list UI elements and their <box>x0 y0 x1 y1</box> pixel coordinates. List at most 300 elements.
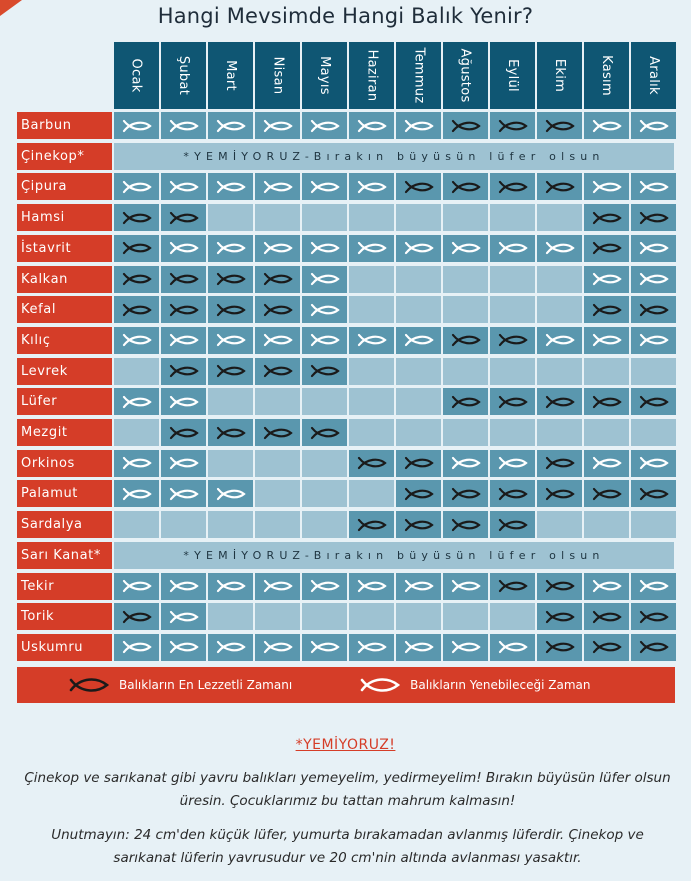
dark-fish-icon <box>592 395 622 409</box>
season-cell <box>349 573 394 600</box>
dark-fish-icon <box>404 180 434 194</box>
season-cell <box>537 173 582 200</box>
white-fish-icon <box>404 640 434 654</box>
white-fish-icon <box>451 579 481 593</box>
white-fish-icon <box>357 640 387 654</box>
season-cell <box>396 603 441 630</box>
season-cell <box>584 634 629 661</box>
season-cell <box>584 296 629 323</box>
white-fish-icon <box>592 272 622 286</box>
season-cell <box>443 358 488 385</box>
dark-fish-icon <box>639 487 669 501</box>
month-label: Mart <box>222 60 238 91</box>
season-cell <box>161 634 206 661</box>
season-cell <box>302 204 347 231</box>
season-cell <box>208 266 253 293</box>
season-cell <box>349 480 394 507</box>
season-cell <box>631 573 676 600</box>
dark-fish-icon <box>639 303 669 317</box>
month-header <box>349 42 394 109</box>
season-cell <box>208 112 253 139</box>
white-fish-icon <box>310 241 340 255</box>
season-cell <box>349 327 394 354</box>
season-cell <box>161 112 206 139</box>
white-fish-icon <box>216 180 246 194</box>
season-cell <box>208 480 253 507</box>
dark-fish-icon <box>498 579 528 593</box>
season-cell <box>537 603 582 630</box>
season-cell <box>443 603 488 630</box>
season-cell <box>208 511 253 538</box>
white-fish-icon <box>122 119 152 133</box>
season-cell <box>631 358 676 385</box>
season-cell <box>114 204 159 231</box>
season-cell <box>349 634 394 661</box>
season-cell <box>584 235 629 262</box>
white-fish-icon <box>169 395 199 409</box>
season-cell <box>584 358 629 385</box>
white-fish-icon <box>169 241 199 255</box>
season-cell <box>161 511 206 538</box>
season-cell <box>255 603 300 630</box>
dark-fish-icon <box>122 211 152 225</box>
dark-fish-icon <box>451 395 481 409</box>
white-fish-icon <box>639 456 669 470</box>
season-cell <box>349 450 394 477</box>
season-cell <box>302 266 347 293</box>
season-cell <box>396 173 441 200</box>
season-cell <box>114 327 159 354</box>
season-cell <box>208 450 253 477</box>
fish-name-label: İstavrit <box>17 235 112 262</box>
white-fish-icon <box>357 333 387 347</box>
white-fish-icon <box>169 610 199 624</box>
season-cell <box>302 235 347 262</box>
white-fish-icon <box>216 241 246 255</box>
do-not-eat-banner: *YEMİYORUZ-Bırakın büyüsün lüfer olsun <box>114 542 674 569</box>
season-cell <box>443 388 488 415</box>
month-header <box>584 42 629 109</box>
white-fish-icon <box>357 241 387 255</box>
season-cell <box>396 450 441 477</box>
white-fish-icon <box>169 180 199 194</box>
dark-fish-icon <box>592 610 622 624</box>
white-fish-icon <box>263 640 293 654</box>
season-cell <box>584 204 629 231</box>
season-cell <box>537 480 582 507</box>
season-cell <box>490 296 535 323</box>
dark-fish-icon <box>122 610 152 624</box>
season-cell <box>490 173 535 200</box>
dark-fish-icon <box>404 487 434 501</box>
season-cell <box>208 204 253 231</box>
do-not-eat-banner: *YEMİYORUZ-Bırakın büyüsün lüfer olsun <box>114 143 674 170</box>
season-cell <box>584 327 629 354</box>
dark-fish-icon <box>498 518 528 532</box>
month-header <box>208 42 253 109</box>
white-fish-icon <box>451 241 481 255</box>
white-fish-icon <box>639 180 669 194</box>
season-cell <box>396 112 441 139</box>
season-cell <box>443 266 488 293</box>
season-cell <box>302 450 347 477</box>
season-cell <box>161 296 206 323</box>
dark-fish-icon <box>216 364 246 378</box>
season-cell <box>490 450 535 477</box>
season-cell <box>161 480 206 507</box>
season-cell <box>631 112 676 139</box>
season-cell <box>584 450 629 477</box>
note-paragraph-2: Unutmayın: 24 cm'den küçük lüfer, yumurta bırakamadan avlanmış lüferdir. Çinekop ve sarıkanat lüferin yavrusudur ve 20 cm'nin altında avlanması yasaktır. <box>51 827 644 866</box>
season-cell <box>490 204 535 231</box>
fish-name-label: Mezgit <box>17 419 112 446</box>
dark-fish-icon <box>451 119 481 133</box>
season-cell <box>490 112 535 139</box>
dark-fish-icon <box>639 395 669 409</box>
season-cell <box>584 603 629 630</box>
season-cell <box>490 235 535 262</box>
season-cell <box>537 266 582 293</box>
season-cell <box>443 419 488 446</box>
season-cell <box>396 296 441 323</box>
season-cell <box>302 173 347 200</box>
white-fish-icon <box>451 456 481 470</box>
season-cell <box>490 388 535 415</box>
dark-fish-icon <box>545 579 575 593</box>
month-header <box>161 42 206 109</box>
season-cell <box>255 266 300 293</box>
dark-fish-icon <box>545 640 575 654</box>
season-cell <box>537 419 582 446</box>
dark-fish-icon <box>310 426 340 440</box>
white-fish-icon <box>360 676 402 694</box>
season-cell <box>114 235 159 262</box>
month-label: Nisan <box>269 56 285 95</box>
season-cell <box>490 358 535 385</box>
season-cell <box>255 327 300 354</box>
season-cell <box>396 204 441 231</box>
dark-fish-icon <box>263 364 293 378</box>
dark-fish-icon <box>310 364 340 378</box>
season-cell <box>349 358 394 385</box>
legend-edible-label: Balıkların Yenebileceği Zaman <box>410 678 591 692</box>
month-header <box>631 42 676 109</box>
season-cell <box>255 235 300 262</box>
white-fish-icon <box>357 180 387 194</box>
month-header <box>255 42 300 109</box>
white-fish-icon <box>498 640 528 654</box>
season-cell <box>631 634 676 661</box>
season-cell <box>161 388 206 415</box>
season-cell <box>255 296 300 323</box>
white-fish-icon <box>216 487 246 501</box>
season-cell <box>349 388 394 415</box>
season-cell <box>396 327 441 354</box>
month-label: Haziran <box>364 49 380 102</box>
white-fish-icon <box>357 579 387 593</box>
white-fish-icon <box>404 579 434 593</box>
dark-fish-icon <box>122 272 152 286</box>
season-cell <box>349 511 394 538</box>
white-fish-icon <box>639 241 669 255</box>
dark-fish-icon <box>498 333 528 347</box>
fish-name-label: Torik <box>17 603 112 630</box>
season-cell <box>584 419 629 446</box>
season-cell <box>443 480 488 507</box>
season-cell <box>584 388 629 415</box>
white-fish-icon <box>122 487 152 501</box>
legend-edible <box>360 676 590 694</box>
dark-fish-icon <box>451 333 481 347</box>
season-cell <box>208 358 253 385</box>
dark-fish-icon <box>545 395 575 409</box>
season-cell <box>631 204 676 231</box>
legend <box>17 667 675 703</box>
white-fish-icon <box>310 180 340 194</box>
dark-fish-icon <box>592 241 622 255</box>
season-cell <box>631 266 676 293</box>
season-cell <box>114 419 159 446</box>
white-fish-icon <box>639 119 669 133</box>
season-cell <box>631 173 676 200</box>
season-cell <box>114 634 159 661</box>
fish-name-label: Lüfer <box>17 388 112 415</box>
season-cell <box>302 634 347 661</box>
dark-fish-icon <box>357 518 387 532</box>
dark-fish-icon <box>169 426 199 440</box>
page-title: Hangi Mevsimde Hangi Balık Yenir? <box>157 4 534 28</box>
season-cell <box>208 419 253 446</box>
white-fish-icon <box>169 487 199 501</box>
season-cell <box>537 358 582 385</box>
season-cell <box>396 573 441 600</box>
dark-fish-icon <box>498 119 528 133</box>
white-fish-icon <box>169 333 199 347</box>
season-cell <box>631 235 676 262</box>
white-fish-icon <box>122 640 152 654</box>
season-cell <box>255 204 300 231</box>
season-cell <box>443 112 488 139</box>
dark-fish-icon <box>545 119 575 133</box>
white-fish-icon <box>310 119 340 133</box>
dark-fish-icon <box>451 487 481 501</box>
white-fish-icon <box>592 456 622 470</box>
season-cell <box>302 419 347 446</box>
season-cell <box>396 358 441 385</box>
fish-name-label: Orkinos <box>17 450 112 477</box>
season-cell <box>161 573 206 600</box>
season-cell <box>349 112 394 139</box>
white-fish-icon <box>263 241 293 255</box>
dark-fish-icon <box>263 426 293 440</box>
month-label: Mayıs <box>316 56 332 95</box>
dark-fish-icon <box>404 518 434 532</box>
season-cell <box>114 511 159 538</box>
white-fish-icon <box>404 119 434 133</box>
dark-fish-icon <box>545 180 575 194</box>
season-cell <box>631 296 676 323</box>
dark-fish-icon <box>263 303 293 317</box>
legend-best <box>69 676 292 694</box>
white-fish-icon <box>263 333 293 347</box>
white-fish-icon <box>639 333 669 347</box>
dark-fish-icon <box>122 241 152 255</box>
season-cell <box>584 173 629 200</box>
season-cell <box>161 358 206 385</box>
dark-fish-icon <box>216 426 246 440</box>
season-cell <box>302 296 347 323</box>
dark-fish-icon <box>169 303 199 317</box>
season-cell <box>631 480 676 507</box>
season-cell <box>537 327 582 354</box>
fish-name-label: Uskumru <box>17 634 112 661</box>
season-cell <box>490 573 535 600</box>
dark-fish-icon <box>498 487 528 501</box>
season-cell <box>349 266 394 293</box>
season-cell <box>537 634 582 661</box>
dark-fish-icon <box>545 610 575 624</box>
season-cell <box>349 296 394 323</box>
season-cell <box>443 235 488 262</box>
white-fish-icon <box>310 640 340 654</box>
season-cell <box>114 573 159 600</box>
dark-fish-icon <box>498 180 528 194</box>
season-cell <box>443 573 488 600</box>
season-cell <box>349 173 394 200</box>
white-fish-icon <box>122 180 152 194</box>
season-cell <box>161 450 206 477</box>
dark-fish-icon <box>639 640 669 654</box>
fish-name-label: Barbun <box>17 112 112 139</box>
season-cell <box>208 388 253 415</box>
white-fish-icon <box>169 640 199 654</box>
white-fish-icon <box>592 180 622 194</box>
month-header <box>443 42 488 109</box>
dark-fish-icon <box>357 456 387 470</box>
month-label: Temmuz <box>411 47 427 104</box>
dark-fish-icon <box>592 303 622 317</box>
season-cell <box>208 173 253 200</box>
season-cell <box>255 419 300 446</box>
season-cell <box>443 634 488 661</box>
season-cell <box>443 327 488 354</box>
white-fish-icon <box>451 640 481 654</box>
season-cell <box>255 173 300 200</box>
white-fish-icon <box>404 333 434 347</box>
note-paragraph-1: Çinekop ve sarıkanat gibi yavru balıkları yemeyelim, yedirmeyelim! Bırakın büyüsün lüfer olsun üresin. Çocuklarımız bu tattan mahrum kalmasın! <box>24 770 671 809</box>
season-cell <box>255 358 300 385</box>
month-label: Eylül <box>505 59 520 92</box>
season-cell <box>537 573 582 600</box>
season-cell <box>208 327 253 354</box>
white-fish-icon <box>498 456 528 470</box>
season-cell <box>255 480 300 507</box>
season-cell <box>631 450 676 477</box>
season-cell <box>443 173 488 200</box>
season-cell <box>302 327 347 354</box>
month-label: Ekim <box>552 58 567 93</box>
dark-fish-icon <box>639 610 669 624</box>
fish-name-label: Tekir <box>17 573 112 600</box>
dark-fish-icon <box>169 272 199 286</box>
dark-fish-icon <box>592 487 622 501</box>
season-cell <box>255 573 300 600</box>
fish-name-label: Sarı Kanat* <box>17 542 112 569</box>
season-cell <box>396 480 441 507</box>
season-cell <box>302 480 347 507</box>
white-fish-icon <box>545 333 575 347</box>
month-header <box>537 42 582 109</box>
season-cell <box>208 603 253 630</box>
season-cell <box>114 173 159 200</box>
month-label: Şubat <box>176 55 191 96</box>
season-cell <box>396 388 441 415</box>
fish-name-label: Kalkan <box>17 266 112 293</box>
white-fish-icon <box>122 395 152 409</box>
season-cell <box>255 112 300 139</box>
season-cell <box>114 266 159 293</box>
season-cell <box>114 603 159 630</box>
season-cell <box>490 266 535 293</box>
dark-fish-icon <box>404 456 434 470</box>
season-cell <box>302 358 347 385</box>
season-cell <box>208 573 253 600</box>
white-fish-icon <box>263 180 293 194</box>
note-title: *YEMİYORUZ! <box>295 737 396 753</box>
white-fish-icon <box>216 640 246 654</box>
white-fish-icon <box>545 241 575 255</box>
season-cell <box>161 419 206 446</box>
dark-fish-icon <box>592 640 622 654</box>
dark-fish-icon <box>545 487 575 501</box>
month-header <box>490 42 535 109</box>
season-cell <box>631 511 676 538</box>
season-cell <box>161 173 206 200</box>
fish-name-label: Kılıç <box>17 327 112 354</box>
white-fish-icon <box>310 272 340 286</box>
fish-name-label: Çinekop* <box>17 143 112 170</box>
season-cell <box>114 450 159 477</box>
white-fish-icon <box>498 241 528 255</box>
season-cell <box>537 235 582 262</box>
season-cell <box>631 419 676 446</box>
season-cell <box>396 634 441 661</box>
season-cell <box>443 450 488 477</box>
white-fish-icon <box>263 579 293 593</box>
fish-name-label: Çipura <box>17 173 112 200</box>
dark-fish-icon <box>451 518 481 532</box>
month-header <box>114 42 159 109</box>
season-cell <box>255 634 300 661</box>
season-cell <box>302 573 347 600</box>
white-fish-icon <box>639 272 669 286</box>
month-header <box>396 42 441 109</box>
season-cell <box>302 388 347 415</box>
season-cell <box>114 296 159 323</box>
season-cell <box>537 112 582 139</box>
season-cell <box>208 634 253 661</box>
white-fish-icon <box>122 456 152 470</box>
season-cell <box>490 480 535 507</box>
dark-fish-icon <box>169 211 199 225</box>
season-cell <box>490 327 535 354</box>
season-cell <box>490 634 535 661</box>
month-header <box>302 42 347 109</box>
season-cell <box>396 419 441 446</box>
month-label: Kasım <box>599 55 614 96</box>
dark-fish-icon <box>263 272 293 286</box>
white-fish-icon <box>169 456 199 470</box>
